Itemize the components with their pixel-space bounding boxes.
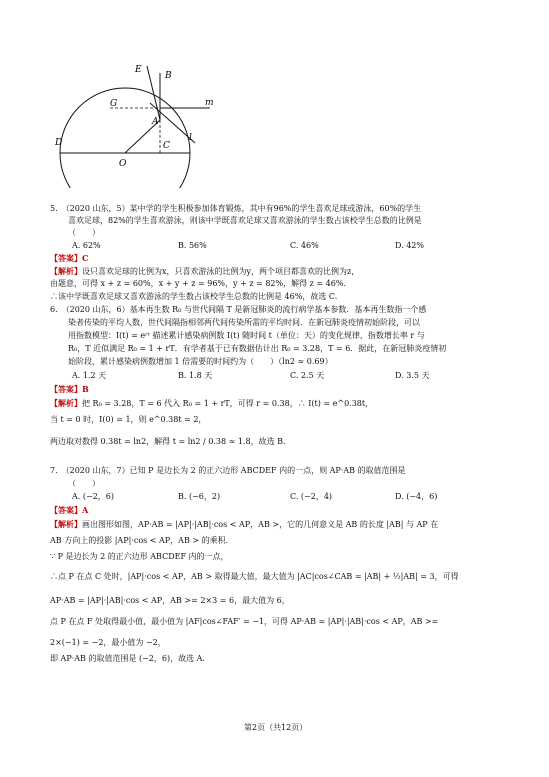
- q7-answer: A: [82, 505, 89, 515]
- q6-line2: 染者传染的平均人数，世代间隔指相邻两代间传染所需的平均时间．在新冠肺炎疫情初始阶段，可以: [68, 318, 420, 327]
- q7-analysis-5: AP·AB = |AP|·|AB|·cos < AP，AB >= 2×3 = 6，最大值为 6，: [50, 596, 290, 605]
- q7-option-d: D. (−4，6): [395, 492, 438, 501]
- q5-option-b: B. 56%: [178, 241, 207, 250]
- q7-analysis-2: AB 方向上的投影 |AP|·cos < AP，AB > 的乘积．: [50, 536, 234, 545]
- q7-analysis-6: 点 P 在点 F 处取得最小值，最小值为 |AF|cos∠FAF′ = −1，可得 AP·AB = |AP|·|AB|·cos < AP，AB >=: [50, 617, 439, 626]
- q6-analysis-2: 当 t = 0 时，I(0) = 1，则 e^0.38t = 2，: [50, 415, 207, 424]
- q7-option-b: B. (−6，2): [178, 492, 221, 501]
- q5-answer-row: [50, 253, 88, 264]
- q7-analysis-1: 【解析】画出图形如图，AP·AB = |AP|·|AB|·cos < AP，AB >，它的几何意义是 AB 的长度 |AB| 与 AP 在: [50, 519, 439, 529]
- page-footer: 第2页（共12页）: [244, 723, 308, 732]
- q6-line5: 始阶段，累计感染病例数增加 1 倍需要的时间约为（ ）（ln2 ≈ 0.69）: [68, 357, 333, 366]
- geometry-figure: [55, 58, 235, 188]
- q6-option-d: D. 3.5 天: [395, 371, 430, 380]
- label-E: E: [135, 65, 142, 75]
- label-D: D: [55, 138, 63, 148]
- q7-analysis-tag: 【解析】: [50, 519, 82, 529]
- q5-analysis-tag: 【解析】: [50, 266, 82, 276]
- q5-answer-tag: 【答案】: [50, 253, 82, 263]
- q6-option-b: B. 1.8 天: [178, 371, 213, 380]
- q7-option-c: C. (−2，4): [290, 492, 333, 501]
- q7-option-a: A. (−2，6): [72, 492, 114, 501]
- q7-analysis-4: ∴点 P 在点 C 处时，|AP|·cos < AP，AB > 取得最大值，最大值为 |AC|cos∠CAB = |AB| + ½|AB| = 3，可得: [50, 572, 459, 581]
- q5-line1: 5. （2020 山东，5）某中学的学生积极参加体育锻炼，其中有96%的学生喜欢足球或游泳，60%的学生: [50, 204, 422, 213]
- q6-option-a: A. 1.2 天: [72, 371, 107, 380]
- q5-analysis-1: 【解析】设只喜欢足球的比例为x，只喜欢游泳的比例为y，两个项目都喜欢的比例为z，: [50, 266, 360, 276]
- q5-answer: C: [82, 253, 89, 263]
- label-C: C: [163, 141, 170, 151]
- q7-line2: （ ）: [68, 479, 100, 488]
- figure-circle: [60, 88, 190, 188]
- label-B: B: [165, 71, 172, 81]
- q6-line3: 用指数模型：I(t) = eʳᵗ 描述累计感染病例数 I(t) 随时间 t（单位：天）的变化规律，指数增长率 r 与: [68, 331, 425, 340]
- label-G: G: [110, 99, 118, 109]
- q7-analysis-7: 2×(−1) = −2，最小值为 −2，: [50, 638, 166, 647]
- q7-line1: 7. （2020 山东，7）已知 P 是边长为 2 的正六边形 ABCDEF 内的一点，则 AP·AB 的取值范围是: [50, 466, 406, 475]
- q5-option-c: C. 46%: [290, 241, 319, 250]
- q6-analysis-tag: 【解析】: [50, 398, 82, 408]
- q7-answer-row: [50, 505, 88, 516]
- q6-line1: 6. （2020 山东，6）基本再生数 R₀ 与世代间隔 T 是新冠肺炎的流行病学基本参数．基本再生数指一个感: [50, 305, 427, 314]
- q5-option-a: A. 62%: [72, 241, 101, 250]
- q6-answer: B: [82, 384, 89, 394]
- q6-analysis-1: 【解析】把 R₀ = 3.28，T = 6 代入 R₀ = 1 + rT，可得 r = 0.38，∴ I(t) = e^0.38t，: [50, 398, 374, 408]
- q5-analysis-2: 由题意，可得 x + z = 60%，x + y + z = 96%，y + z = 82%，解得 z = 46%．: [50, 279, 352, 288]
- q6-option-c: C. 2.5 天: [290, 371, 325, 380]
- q6-analysis-3: 两边取对数得 0.38t = ln2，解得 t = ln2 / 0.38 ≈ 1.8，故选 B.: [50, 437, 286, 446]
- q5-option-d: D. 42%: [395, 241, 424, 250]
- label-O: O: [119, 159, 127, 169]
- q6-answer-tag: 【答案】: [50, 384, 82, 394]
- label-m: m: [205, 98, 214, 108]
- q7-analysis-3: ∵ P 是边长为 2 的正六边形 ABCDEF 内的一点，: [50, 552, 229, 561]
- label-A: A: [152, 117, 159, 127]
- q5-line2: 喜欢足球，82%的学生喜欢游泳，则该中学既喜欢足球又喜欢游泳的学生数占该校学生总数的比例是: [68, 216, 422, 225]
- q6-answer-row: [50, 384, 89, 395]
- q5-analysis-3: ∴该中学既喜欢足球又喜欢游泳的学生数占该校学生总数的比例是 46%，故选 C.: [50, 292, 338, 301]
- q7-analysis-8: 即 AP·AB 的取值范围是 (−2，6)，故选 A.: [50, 654, 205, 663]
- q5-line3: （ ）: [68, 228, 100, 237]
- q6-line4: R₀，T 近似满足 R₀ = 1 + rT．有学者基于已有数据估计出 R₀ = 3.28，T = 6．据此，在新冠肺炎疫情初: [68, 344, 447, 353]
- q7-answer-tag: 【答案】: [50, 505, 82, 515]
- label-l: l: [189, 133, 192, 143]
